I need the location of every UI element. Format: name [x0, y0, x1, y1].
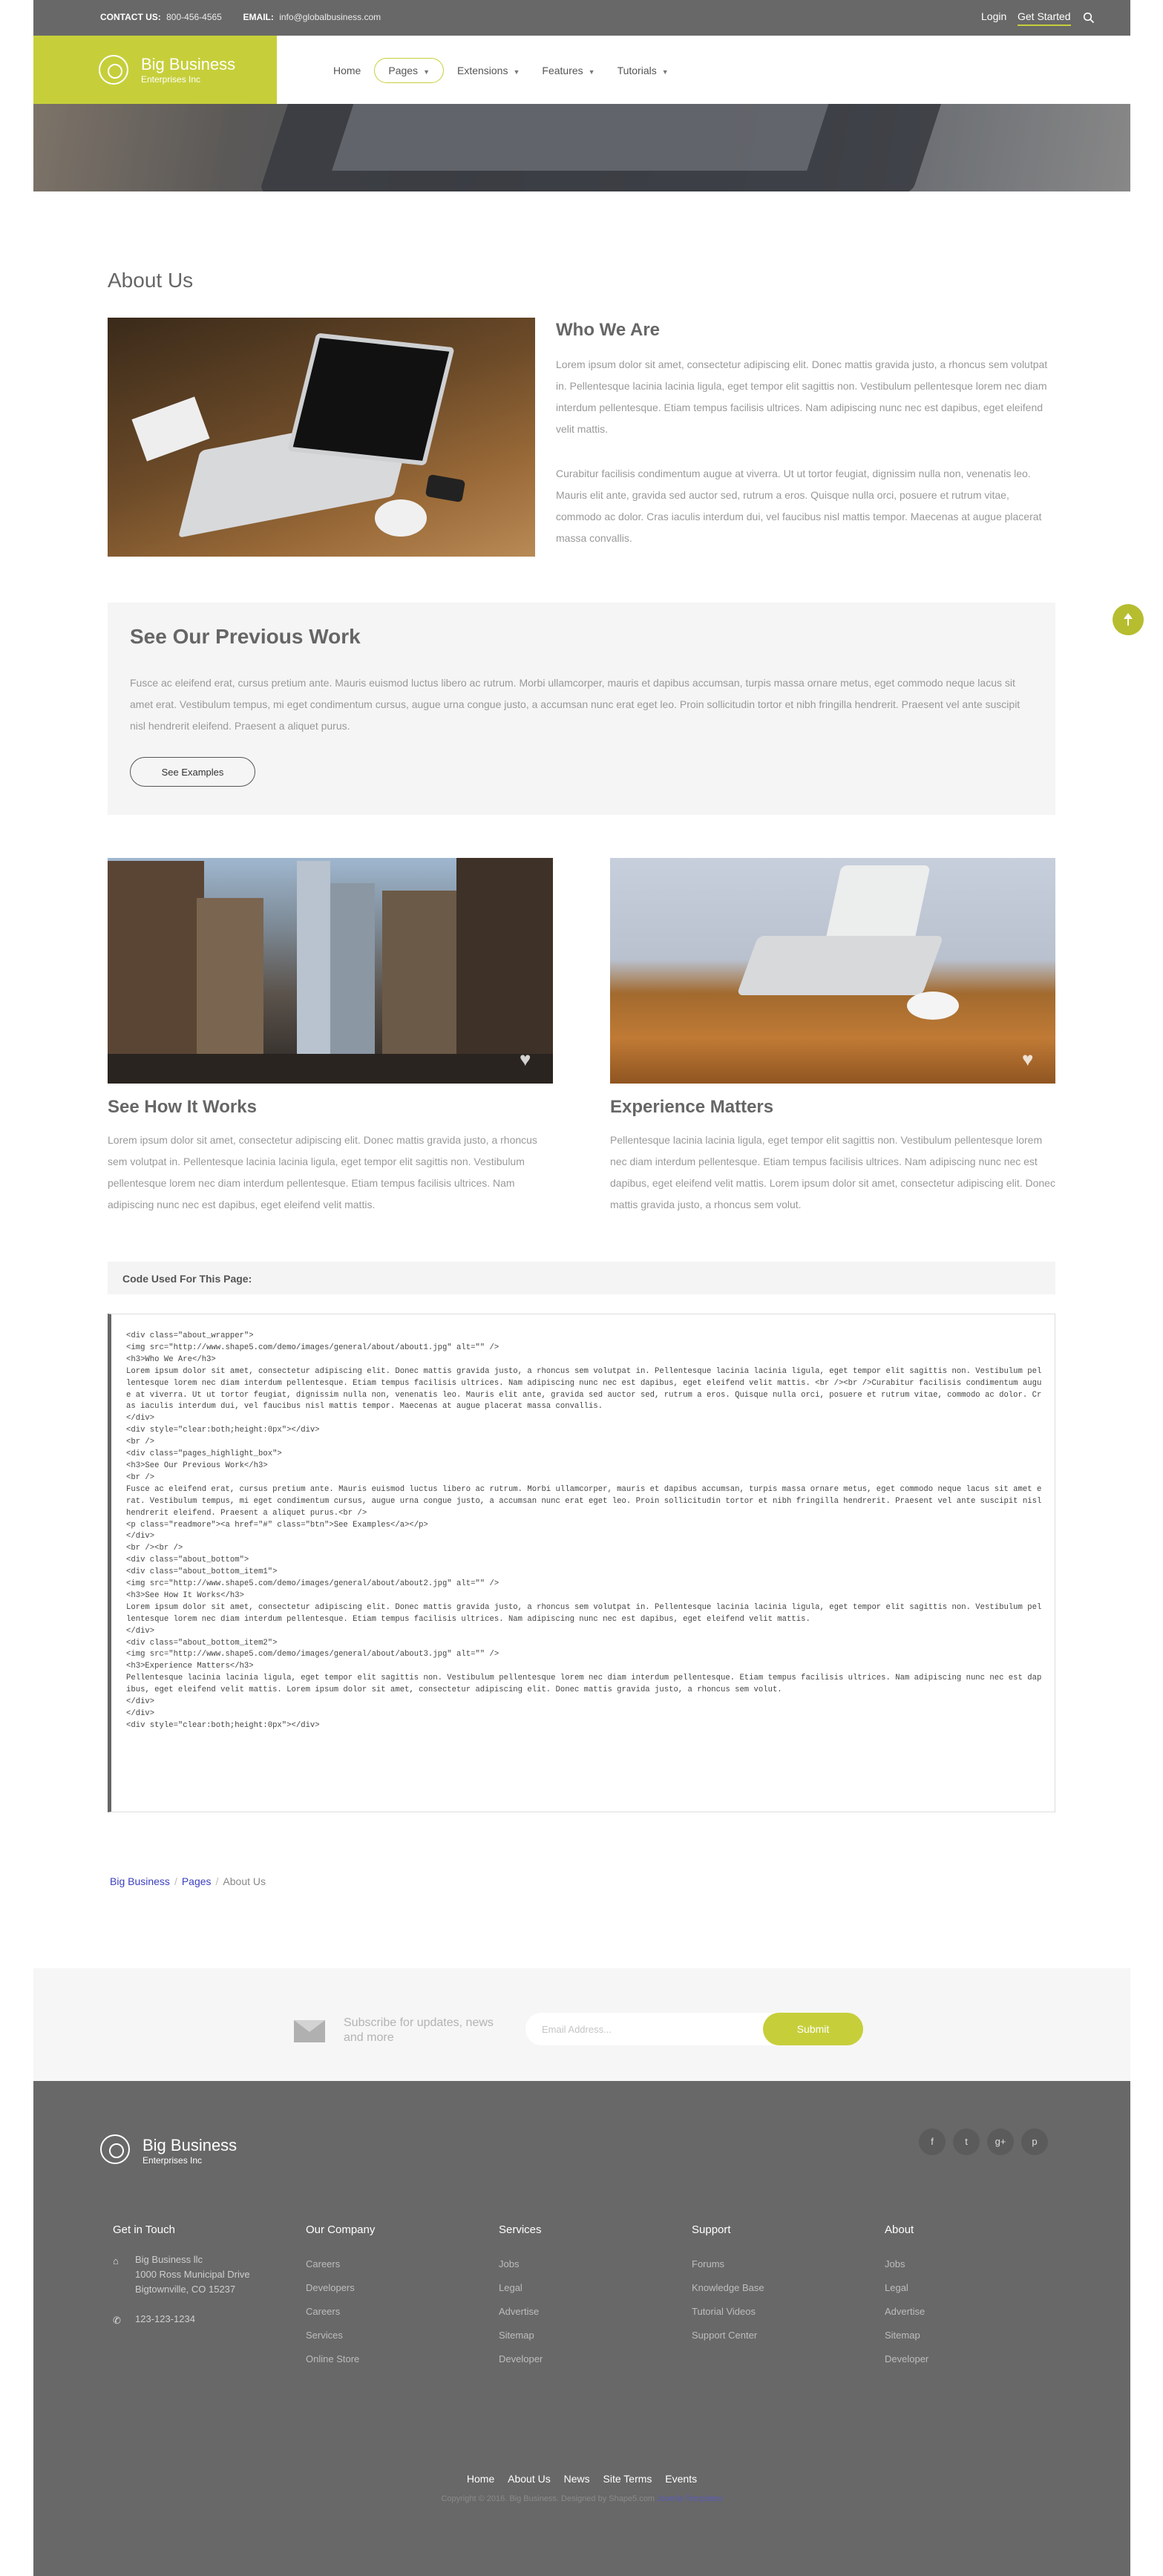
- footer-nav-news[interactable]: News: [563, 2473, 590, 2485]
- logo-tagline: Enterprises Inc: [141, 74, 201, 85]
- footer-link[interactable]: Legal: [885, 2282, 908, 2293]
- footer-link[interactable]: Careers: [306, 2306, 341, 2317]
- nav-tutorials[interactable]: [617, 58, 669, 83]
- code-content: <div class="about_wrapper"> <img src="http://www.shape5.com/demo/images/general/about/about1.jpg" alt="" /> <h3>Who We Are</h3> Lorem ipsum dolor sit amet, consectetur adipiscing elit. Donec mattis gravida justo, a rhoncus sem volutpat in. Pellentesque lacinia lacinia ligula, eget tempor elit sagittis non. Vestibulum pellentesque lorem nec diam interdum pellentesque. Etiam tempus facilisis ultrices. Nam adipiscing nunc nec est dapibus, eget eleifend velit mattis. <br /><br />Curabitur facilisis condimentum augue at viverra. Ut ut tortor feugiat, dignissim nulla non, venenatis leo. Mauris elit ante, gravida sed auctor sed, rutrum a eros. Quisque nulla orci, posuere et rutrum vitae, commodo ac dolor. Cras iaculis interdum dui, vel faucibus nisl mattis tempor. Maecenas at augue placerat massa convallis. </div> <div style="clear:both;height:0px"></div> <br /> <div class="pages_highlight_box"> <h3>See Our Previous Work</h3> <br /> Fusce ac eleifend erat, cursus pretium ante. Mauris euismod luctus libero ac rutrum. Morbi ullamcorper, mauris et dapibus accumsan, turpis massa ornare metus, eget commodo neque lacus sit amet erat. Vestibulum tempus, mi eget condimentum cursus, augue urna congue justo, a accumsan nunc erat eget leo. Proin sollicitudin tortor et nibh fringilla hendrerit. Praesent vel ante suscipit nisl hendrerit eleifend. Praesent a aliquet purus.<br /> <p class="readmore"><a href="#" class="btn">See Examples</a></p> </div> <br /><br /> <div class="about_bottom"> <div class="about_bottom_item1"> <img src="http://www.shape5.com/demo/images/general/about/about2.jpg" alt="" /> <h3>See How It Works</h3> Lorem ipsum dolor sit amet, consectetur adipiscing elit. Donec mattis gravida justo, a rhoncus sem volutpat in. Pellentesque lacinia lacinia ligula, eget tempor elit sagittis non. Vestibulum pellentesque lorem nec diam interdum pellentesque. Etiam tempus facilisis ultrices. Nam adipiscing nunc nec est dapibus, eget eleifend velit mattis. </div> <div class="about_bottom_item2"> <img src="http://www.shape5.com/demo/images/general/about/about3.jpg" alt="" /> <h3>Experience Matters</h3> Pellentesque lacinia lacinia ligula, eget tempor elit sagittis non. Vestibulum pellentesque lorem nec diam interdum pellentesque. Etiam tempus facilisis ultrices. Nam adipiscing nunc nec est dapibus, eget eleifend velit mattis. Lorem ipsum dolor sit amet, consectetur adipiscing elit. Donec mattis gravida justo, a rhoncus sem volut. </div> </div> <div style="clear:both;height:0px"></div>: [126, 1331, 1042, 1730]
- logo[interactable]: [33, 36, 277, 104]
- envelope-icon: [294, 2020, 325, 2042]
- copyright-text: Copyright © 2016. Big Business. Designed by Shape5.com: [441, 2494, 655, 2503]
- nav-home-label: Home: [333, 65, 361, 76]
- address-line-2: Bigtownville, CO 15237: [135, 2284, 236, 2295]
- footer-link[interactable]: Developers: [306, 2282, 355, 2293]
- highlight-heading: See Our Previous Work: [130, 625, 361, 648]
- footer-col-our-company: [306, 2223, 484, 2371]
- footer-link[interactable]: Advertise: [885, 2306, 926, 2317]
- footer-nav-site-terms[interactable]: Site Terms: [603, 2473, 652, 2485]
- breadcrumb-pages[interactable]: Pages: [181, 1875, 212, 1887]
- nav-pages-label: Pages: [388, 65, 419, 76]
- footer-link[interactable]: Support Center: [692, 2330, 758, 2341]
- nav-pages[interactable]: [374, 58, 444, 83]
- logo-title: Big Business: [141, 55, 236, 73]
- code-heading: Code Used For This Page:: [122, 1273, 252, 1285]
- footer-link[interactable]: Advertise: [499, 2306, 540, 2317]
- header: [33, 36, 1130, 104]
- chevron-down-icon: ▼: [513, 68, 520, 76]
- page-title: About Us: [108, 269, 194, 292]
- see-how-it-works-text: Lorem ipsum dolor sit amet, consectetur adipiscing elit. Donec mattis gravida justo, a rhoncus sem volutpat in. Pellentesque lacinia lacinia ligula, eget tempor elit sagittis non. Vestibulum pellentesque lorem nec diam interdum pellentesque. Etiam tempus facilisis ultrices. Nam adipiscing nunc nec est dapibus, eget eleifend velit mattis.: [108, 1134, 537, 1210]
- footer-nav-about-us[interactable]: About Us: [508, 2473, 551, 2485]
- email-field[interactable]: [525, 2013, 793, 2045]
- footer-bottom-nav: [33, 2473, 1130, 2485]
- experience-matters-heading: Experience Matters: [610, 1097, 774, 1117]
- highlight-text: Fusce ac eleifend erat, cursus pretium ante. Mauris euismod luctus libero ac rutrum. Morbi ullamcorper, mauris et dapibus accumsan, turpis massa ornare metus, eget commodo neque lacus sit amet erat. Vestibulum tempus, mi eget condimentum cursus, augue urna congue justo, a accumsan nunc erat eget leo. Proin sollicitudin tortor et nibh fringilla hendrerit. Praesent vel ante suscipit nisl hendrerit eleifend. Praesent a aliquet purus.: [130, 677, 1021, 732]
- hero-image: [33, 104, 1130, 191]
- nav-features-label: Features: [542, 65, 583, 76]
- highlight-box: [108, 603, 1055, 815]
- footer-link[interactable]: Tutorial Videos: [692, 2306, 756, 2317]
- footer-col-heading: About: [885, 2223, 914, 2236]
- city-street-image: [108, 858, 553, 1084]
- who-we-are-heading: Who We Are: [556, 320, 661, 340]
- contact-email[interactable]: info@globalbusiness.com: [279, 12, 381, 22]
- footer-link[interactable]: Developer: [499, 2353, 543, 2364]
- footer-link[interactable]: Services: [306, 2330, 343, 2341]
- footer-col-get-in-touch: [113, 2223, 291, 2327]
- twitter-icon[interactable]: t: [953, 2128, 980, 2155]
- footer-col-heading: Services: [499, 2223, 542, 2236]
- footer-link[interactable]: Legal: [499, 2282, 522, 2293]
- breadcrumb-separator: /: [174, 1875, 177, 1887]
- contact-label: CONTACT US:: [100, 12, 161, 22]
- footer-col-heading: Our Company: [306, 2223, 376, 2236]
- breadcrumb-home[interactable]: Big Business: [110, 1875, 170, 1887]
- footer: [33, 2081, 1130, 2576]
- experience-matters-text: Pellentesque lacinia lacinia ligula, eget tempor elit sagittis non. Vestibulum pellentesque lorem nec diam interdum pellentesque. Etiam tempus facilisis ultrices. Nam adipiscing nunc nec est dapibus, eget eleifend velit mattis. Lorem ipsum dolor sit amet, consectetur adipiscing elit. Donec mattis gravida justo, a rhoncus sem volut.: [610, 1134, 1055, 1210]
- logo-ring-icon: [99, 55, 128, 85]
- login-link[interactable]: Login: [981, 10, 1007, 22]
- get-started-link[interactable]: Get Started: [1018, 10, 1071, 26]
- footer-link[interactable]: Sitemap: [885, 2330, 920, 2341]
- nav-home[interactable]: [333, 58, 361, 83]
- footer-nav-events[interactable]: Events: [665, 2473, 698, 2485]
- nav-features[interactable]: [542, 58, 594, 83]
- nav-extensions-label: Extensions: [456, 65, 508, 76]
- footer-link[interactable]: Online Store: [306, 2353, 360, 2364]
- footer-link[interactable]: Jobs: [499, 2258, 520, 2269]
- phone-icon: ✆: [113, 2315, 121, 2326]
- footer-logo-title[interactable]: Big Business: [142, 2136, 237, 2154]
- chevron-down-icon: ▼: [661, 68, 669, 76]
- breadcrumb-separator: /: [215, 1875, 219, 1887]
- see-examples-button[interactable]: See Examples: [130, 757, 255, 787]
- main-nav: [333, 58, 691, 83]
- phone-number: 123-123-1234: [135, 2313, 195, 2324]
- footer-link[interactable]: Sitemap: [499, 2330, 534, 2341]
- pinterest-icon[interactable]: p: [1021, 2128, 1048, 2155]
- copyright: [33, 2494, 1130, 2503]
- footer-col-services: [499, 2223, 677, 2371]
- logo-ring-icon: [100, 2134, 130, 2164]
- subscribe-bar: [33, 1968, 1130, 2081]
- breadcrumb: [110, 1875, 266, 1887]
- footer-col-heading: Get in Touch: [113, 2223, 175, 2236]
- breadcrumb-current: About Us: [223, 1875, 266, 1887]
- address-line-1: 1000 Ross Municipal Drive: [135, 2269, 250, 2280]
- heart-icon[interactable]: ♥: [520, 1048, 531, 1070]
- about-image-laptop: [108, 318, 535, 557]
- company-name: Big Business llc: [135, 2254, 203, 2265]
- heart-icon[interactable]: ♥: [1022, 1048, 1034, 1070]
- google-plus-icon[interactable]: g+: [987, 2128, 1014, 2155]
- nav-tutorials-label: Tutorials: [617, 65, 657, 76]
- top-bar: [33, 0, 1130, 36]
- footer-nav-home[interactable]: Home: [466, 2473, 495, 2485]
- email-label: EMAIL:: [243, 12, 274, 22]
- facebook-icon[interactable]: f: [919, 2128, 946, 2155]
- scroll-to-top-button[interactable]: [1113, 604, 1144, 635]
- footer-phone: [113, 2312, 291, 2327]
- contact-info: [100, 12, 381, 22]
- footer-logo-tagline: Enterprises Inc: [142, 2155, 203, 2166]
- who-we-are-text-1: Lorem ipsum dolor sit amet, consectetur adipiscing elit. Donec mattis gravida justo, a rhoncus sem volutpat in. Pellentesque lacinia lacinia ligula, eget tempor elit sagittis non. Vestibulum pellentesque lorem nec diam interdum pellentesque. Etiam tempus facilisis ultrices. Nam adipiscing nunc nec est dapibus, eget eleifend velit mattis.: [556, 358, 1048, 435]
- who-we-are-text-2: Curabitur facilisis condimentum augue at viverra. Ut ut tortor feugiat, dignissim nulla non, venenatis leo. Mauris elit ante, gravida sed auctor sed, rutrum a eros. Quisque nulla orci, posuere et rutrum vitae, commodo ac dolor. Cras iaculis interdum dui, vel faucibus nisl mattis tempor. Maecenas at augue placerat massa convallis.: [556, 468, 1042, 544]
- footer-col-about: [885, 2223, 1063, 2371]
- footer-link[interactable]: Jobs: [885, 2258, 905, 2269]
- footer-col-support: [692, 2223, 870, 2347]
- code-heading-bar: [108, 1262, 1055, 1294]
- see-how-it-works-heading: See How It Works: [108, 1097, 257, 1117]
- footer-address: [113, 2252, 291, 2297]
- desk-laptop-image: [610, 858, 1055, 1084]
- footer-link[interactable]: Developer: [885, 2353, 929, 2364]
- footer-link[interactable]: Knowledge Base: [692, 2282, 764, 2293]
- joomla-templates-link[interactable]: Joomla Templates: [657, 2494, 723, 2503]
- submit-button[interactable]: Submit: [763, 2013, 863, 2045]
- chevron-down-icon: ▼: [423, 68, 430, 76]
- subscribe-text: Subscribe for updates, news and more: [344, 2016, 494, 2044]
- chevron-down-icon: ▼: [588, 68, 595, 76]
- footer-link[interactable]: Careers: [306, 2258, 341, 2269]
- search-icon[interactable]: [1083, 12, 1095, 24]
- nav-extensions[interactable]: [457, 58, 520, 83]
- contact-phone[interactable]: 800-456-4565: [166, 12, 222, 22]
- home-icon: ⌂: [113, 2255, 119, 2267]
- footer-link[interactable]: Forums: [692, 2258, 725, 2269]
- footer-col-heading: Support: [692, 2223, 731, 2236]
- code-block: [108, 1314, 1055, 1812]
